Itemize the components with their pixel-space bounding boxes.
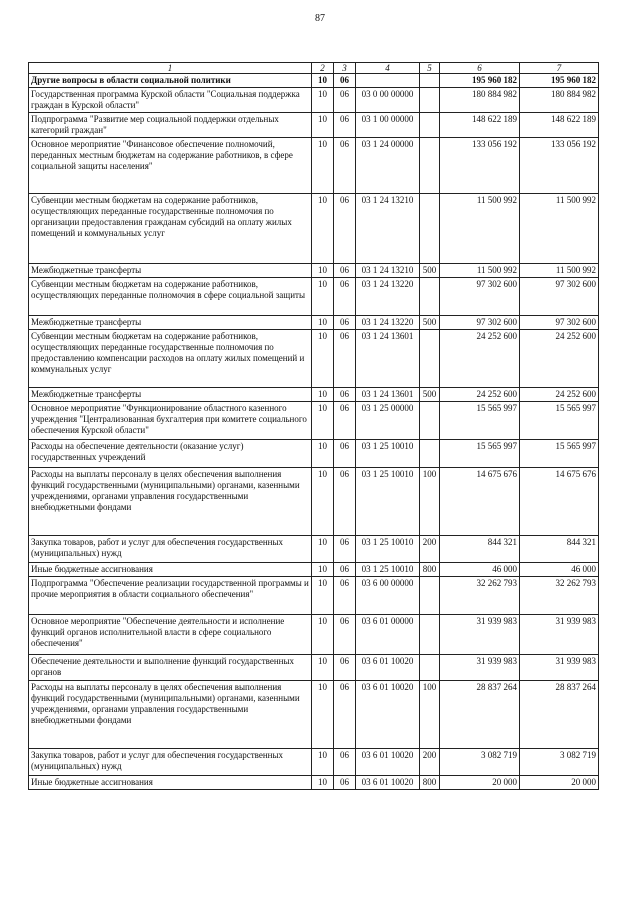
amount-col7: 20 000 [520, 776, 599, 790]
target-article-code: 03 0 00 00000 [356, 88, 420, 113]
ministry-code: 10 [312, 577, 334, 615]
expense-type-code [420, 655, 440, 681]
target-article-code [356, 74, 420, 88]
section-code: 06 [334, 440, 356, 468]
amount-col6: 31 939 983 [440, 655, 520, 681]
expense-type-code: 200 [420, 749, 440, 776]
table-row [29, 776, 599, 790]
row-name: Расходы на выплаты персоналу в целях обеспечения выполнения функций государственными (муниципальными) органами, казенными учреждениями, органами управления государственными внебюджетными фондами [29, 681, 312, 749]
row-name: Субвенции местным бюджетам на содержание работников, осуществляющих переданные государственные полномочия по предоставлению компенсации расходов на оплату жилых помещений и коммунальных услуг [29, 330, 312, 388]
section-code: 06 [334, 316, 356, 330]
amount-col6: 195 960 182 [440, 74, 520, 88]
ministry-code: 10 [312, 264, 334, 278]
amount-col6: 15 565 997 [440, 440, 520, 468]
amount-col6: 11 500 992 [440, 264, 520, 278]
row-name: Субвенции местным бюджетам на содержание работников, осуществляющих переданные полномочия в сфере социальной защиты [29, 278, 312, 316]
table-row [29, 749, 599, 776]
section-code: 06 [334, 681, 356, 749]
row-name: Основное мероприятие "Функционирование областного казенного учреждения "Централизованная бухгалтерия при комитете социального обеспечения Курской области" [29, 402, 312, 440]
ministry-code: 10 [312, 402, 334, 440]
row-name: Государственная программа Курской области "Социальная поддержка граждан в Курской области" [29, 88, 312, 113]
expense-type-code: 800 [420, 776, 440, 790]
section-code: 06 [334, 88, 356, 113]
expense-type-code [420, 330, 440, 388]
target-article-code: 03 1 24 00000 [356, 138, 420, 194]
amount-col7: 11 500 992 [520, 194, 599, 264]
target-article-code: 03 1 24 13220 [356, 316, 420, 330]
ministry-code: 10 [312, 388, 334, 402]
amount-col7: 133 056 192 [520, 138, 599, 194]
section-code: 06 [334, 536, 356, 563]
row-name: Расходы на обеспечение деятельности (оказание услуг) государственных учреждений [29, 440, 312, 468]
target-article-code: 03 1 24 13220 [356, 278, 420, 316]
target-article-code: 03 1 24 13601 [356, 388, 420, 402]
row-name: Закупка товаров, работ и услуг для обеспечения государственных (муниципальных) нужд [29, 749, 312, 776]
amount-col7: 3 082 719 [520, 749, 599, 776]
column-number: 7 [520, 63, 599, 74]
target-article-code: 03 1 25 10010 [356, 440, 420, 468]
ministry-code: 10 [312, 563, 334, 577]
table-row [29, 681, 599, 749]
row-name: Подпрограмма "Обеспечение реализации государственной программы и прочие мероприятия в области социального обеспечения" [29, 577, 312, 615]
section-code: 06 [334, 655, 356, 681]
amount-col6: 24 252 600 [440, 330, 520, 388]
amount-col6: 20 000 [440, 776, 520, 790]
row-name: Основное мероприятие "Обеспечение деятельности и исполнение функций органов исполнительной власти в сфере социального обеспечения" [29, 615, 312, 655]
table-row [29, 402, 599, 440]
amount-col7: 11 500 992 [520, 264, 599, 278]
amount-col6: 180 884 982 [440, 88, 520, 113]
amount-col7: 14 675 676 [520, 468, 599, 536]
amount-col6: 14 675 676 [440, 468, 520, 536]
amount-col6: 11 500 992 [440, 194, 520, 264]
amount-col6: 844 321 [440, 536, 520, 563]
expense-type-code: 100 [420, 681, 440, 749]
section-code: 06 [334, 749, 356, 776]
ministry-code: 10 [312, 749, 334, 776]
expense-type-code: 800 [420, 563, 440, 577]
expense-type-code [420, 74, 440, 88]
ministry-code: 10 [312, 330, 334, 388]
table-row [29, 615, 599, 655]
row-name: Обеспечение деятельности и выполнение функций государственных органов [29, 655, 312, 681]
section-code: 06 [334, 330, 356, 388]
ministry-code: 10 [312, 681, 334, 749]
column-number: 2 [312, 63, 334, 74]
table-row [29, 138, 599, 194]
ministry-code: 10 [312, 536, 334, 563]
column-number: 4 [356, 63, 420, 74]
amount-col6: 31 939 983 [440, 615, 520, 655]
amount-col7: 195 960 182 [520, 74, 599, 88]
section-code: 06 [334, 138, 356, 194]
amount-col6: 24 252 600 [440, 388, 520, 402]
table-row [29, 113, 599, 138]
section-code: 06 [334, 388, 356, 402]
row-name: Субвенции местным бюджетам на содержание работников, осуществляющих переданные государственные полномочия по организации предоставления гражданам субсидий на оплату жилых помещений и коммунальных услуг [29, 194, 312, 264]
expense-type-code [420, 278, 440, 316]
section-code: 06 [334, 264, 356, 278]
row-name: Другие вопросы в области социальной политики [29, 74, 312, 88]
ministry-code: 10 [312, 615, 334, 655]
target-article-code: 03 6 01 10020 [356, 776, 420, 790]
ministry-code: 10 [312, 138, 334, 194]
table-row [29, 264, 599, 278]
ministry-code: 10 [312, 468, 334, 536]
column-number: 3 [334, 63, 356, 74]
expense-type-code [420, 113, 440, 138]
amount-col7: 97 302 600 [520, 316, 599, 330]
amount-col6: 46 000 [440, 563, 520, 577]
expense-type-code [420, 440, 440, 468]
ministry-code: 10 [312, 316, 334, 330]
target-article-code: 03 1 25 10010 [356, 536, 420, 563]
amount-col6: 133 056 192 [440, 138, 520, 194]
table-row [29, 74, 599, 88]
table-row [29, 388, 599, 402]
column-number: 6 [440, 63, 520, 74]
target-article-code: 03 1 00 00000 [356, 113, 420, 138]
target-article-code: 03 6 00 00000 [356, 577, 420, 615]
row-name: Подпрограмма "Развитие мер социальной поддержки отдельных категорий граждан" [29, 113, 312, 138]
row-name: Межбюджетные трансферты [29, 316, 312, 330]
ministry-code: 10 [312, 74, 334, 88]
target-article-code: 03 1 25 00000 [356, 402, 420, 440]
amount-col7: 24 252 600 [520, 388, 599, 402]
column-number: 1 [29, 63, 312, 74]
expense-type-code: 500 [420, 316, 440, 330]
amount-col6: 148 622 189 [440, 113, 520, 138]
target-article-code: 03 6 01 10020 [356, 749, 420, 776]
page-number: 87 [315, 13, 325, 24]
row-name: Межбюджетные трансферты [29, 264, 312, 278]
amount-col7: 97 302 600 [520, 278, 599, 316]
section-code: 06 [334, 74, 356, 88]
section-code: 06 [334, 113, 356, 138]
target-article-code: 03 1 24 13210 [356, 264, 420, 278]
target-article-code: 03 6 01 10020 [356, 655, 420, 681]
amount-col6: 3 082 719 [440, 749, 520, 776]
section-code: 06 [334, 615, 356, 655]
section-code: 06 [334, 194, 356, 264]
section-code: 06 [334, 776, 356, 790]
target-article-code: 03 1 25 10010 [356, 468, 420, 536]
amount-col7: 844 321 [520, 536, 599, 563]
table-row [29, 278, 599, 316]
table-row [29, 316, 599, 330]
section-code: 06 [334, 468, 356, 536]
expense-type-code [420, 194, 440, 264]
amount-col7: 32 262 793 [520, 577, 599, 615]
table-row [29, 468, 599, 536]
row-name: Межбюджетные трансферты [29, 388, 312, 402]
ministry-code: 10 [312, 194, 334, 264]
amount-col6: 97 302 600 [440, 316, 520, 330]
amount-col7: 15 565 997 [520, 402, 599, 440]
expense-type-code: 100 [420, 468, 440, 536]
target-article-code: 03 6 01 00000 [356, 615, 420, 655]
section-code: 06 [334, 402, 356, 440]
expense-type-code: 500 [420, 264, 440, 278]
table-row [29, 330, 599, 388]
ministry-code: 10 [312, 655, 334, 681]
ministry-code: 10 [312, 88, 334, 113]
amount-col7: 148 622 189 [520, 113, 599, 138]
section-code: 06 [334, 563, 356, 577]
expense-type-code: 200 [420, 536, 440, 563]
section-code: 06 [334, 577, 356, 615]
row-name: Основное мероприятие "Финансовое обеспечение полномочий, переданных местным бюджетам на содержание работников, в сфере социальной защиты населения" [29, 138, 312, 194]
section-code: 06 [334, 278, 356, 316]
target-article-code: 03 1 24 13210 [356, 194, 420, 264]
expense-type-code: 500 [420, 388, 440, 402]
amount-col6: 97 302 600 [440, 278, 520, 316]
expense-type-code [420, 402, 440, 440]
table-row [29, 655, 599, 681]
row-name: Расходы на выплаты персоналу в целях обеспечения выполнения функций государственными (муниципальными) органами, казенными учреждениями, органами управления государственными внебюджетными фондами [29, 468, 312, 536]
expense-type-code [420, 138, 440, 194]
target-article-code: 03 1 25 10010 [356, 563, 420, 577]
amount-col6: 28 837 264 [440, 681, 520, 749]
ministry-code: 10 [312, 113, 334, 138]
ministry-code: 10 [312, 440, 334, 468]
amount-col7: 180 884 982 [520, 88, 599, 113]
expense-type-code [420, 615, 440, 655]
column-number: 5 [420, 63, 440, 74]
amount-col7: 46 000 [520, 563, 599, 577]
table-row [29, 440, 599, 468]
target-article-code: 03 6 01 10020 [356, 681, 420, 749]
amount-col7: 31 939 983 [520, 655, 599, 681]
table-row [29, 88, 599, 113]
table-row [29, 536, 599, 563]
target-article-code: 03 1 24 13601 [356, 330, 420, 388]
amount-col6: 32 262 793 [440, 577, 520, 615]
table-row [29, 563, 599, 577]
row-name: Иные бюджетные ассигнования [29, 776, 312, 790]
row-name: Иные бюджетные ассигнования [29, 563, 312, 577]
row-name: Закупка товаров, работ и услуг для обеспечения государственных (муниципальных) нужд [29, 536, 312, 563]
table-row [29, 577, 599, 615]
ministry-code: 10 [312, 776, 334, 790]
amount-col7: 28 837 264 [520, 681, 599, 749]
amount-col7: 15 565 997 [520, 440, 599, 468]
ministry-code: 10 [312, 278, 334, 316]
expense-type-code [420, 88, 440, 113]
amount-col7: 24 252 600 [520, 330, 599, 388]
expense-type-code [420, 577, 440, 615]
table-row [29, 194, 599, 264]
budget-table [28, 62, 599, 790]
amount-col6: 15 565 997 [440, 402, 520, 440]
amount-col7: 31 939 983 [520, 615, 599, 655]
column-number-row [29, 63, 599, 74]
